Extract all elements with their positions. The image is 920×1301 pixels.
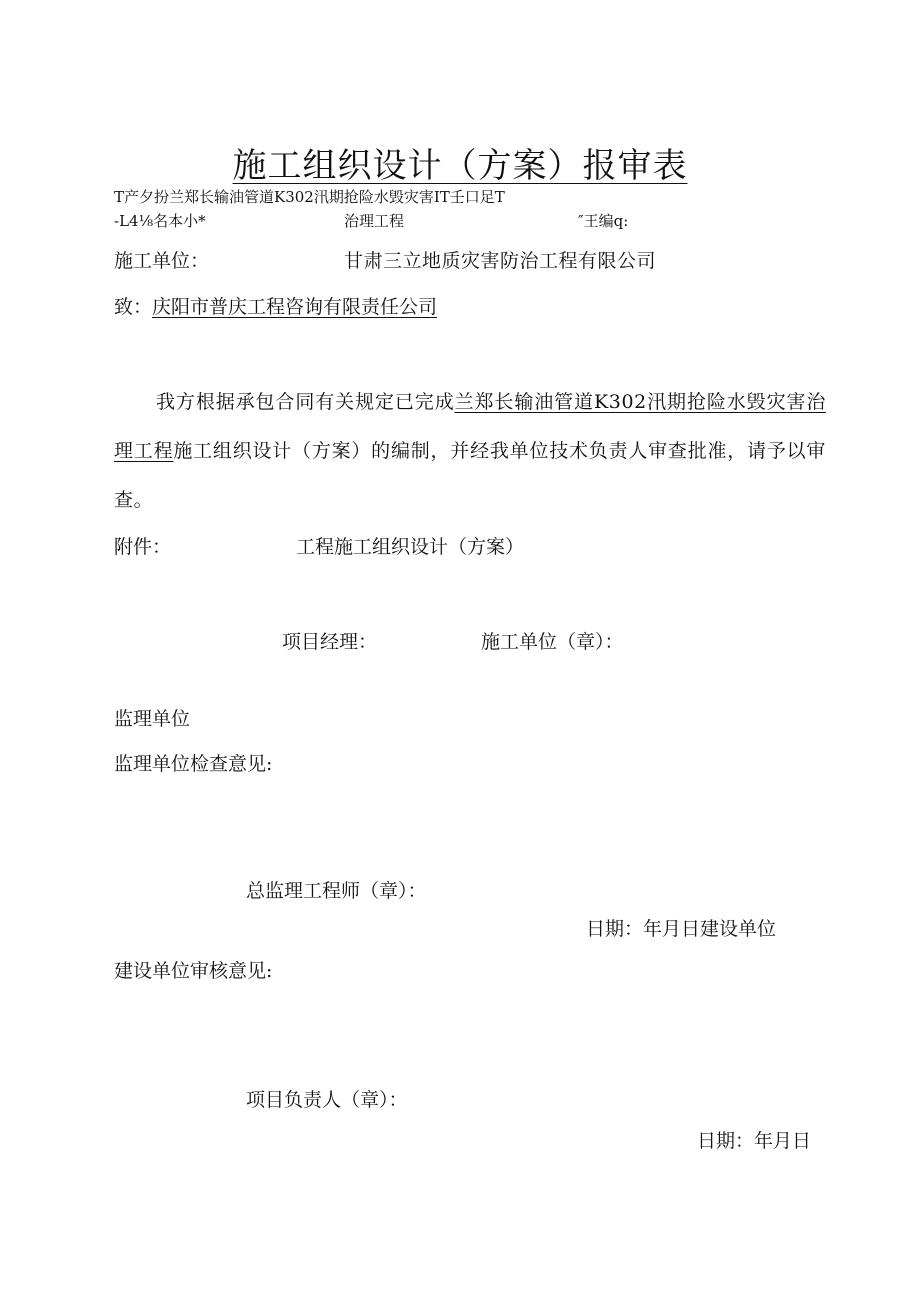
paragraph-part-2: 施工组织设计（方案）的编制，并经我单位技术负责人审查批准，请予以审查。 (114, 440, 826, 511)
header-line-2-left: -L4⅛名本小* (114, 212, 206, 230)
paragraph-part-1: 我方根据承包合同有关规定已完成 (156, 391, 455, 413)
header-line-1: T产夕扮兰郑长输油管道K302汛期抢险水毁灾害IT壬口足T (114, 188, 505, 206)
chief-engineer-label: 总监理工程师（章）： (246, 880, 427, 902)
owner-date-label: 日期：年月日 (697, 1130, 812, 1152)
paragraph-project-name: 兰郑长输油管道K302汛期抢险水毁灾害治理工程 (114, 391, 826, 462)
supervision-opinion-label: 监理单位检查意见: (114, 753, 273, 775)
contractor-value: 甘肃三立地质灾害防治工程有限公司 (344, 250, 657, 272)
supervision-date-label: 日期：年月日建设单位 (586, 918, 777, 940)
recipient-prefix: 致： (114, 296, 153, 318)
project-manager-label: 项目经理： (282, 631, 378, 653)
recipient-value: 庆阳市普庆工程咨询有限责任公司 (152, 296, 438, 318)
page-title: 施工组织设计（方案）报审表 (232, 146, 688, 186)
submission-paragraph (114, 378, 826, 525)
contractor-label: 施工单位： (114, 250, 210, 272)
contractor-seal-label: 施工单位（章）： (481, 631, 624, 653)
attachment-label: 附件： (114, 536, 172, 558)
header-line-2-mid: 治理工程 (344, 212, 405, 230)
attachment-value: 工程施工组织设计（方案） (296, 536, 525, 558)
owner-responsible-label: 项目负责人（章）： (246, 1089, 408, 1111)
header-line-2-right: ″王编q: (578, 212, 629, 230)
supervision-unit-label: 监理单位 (114, 708, 191, 730)
owner-opinion-label: 建设单位审核意见: (114, 960, 273, 982)
recipient-line (114, 292, 437, 319)
